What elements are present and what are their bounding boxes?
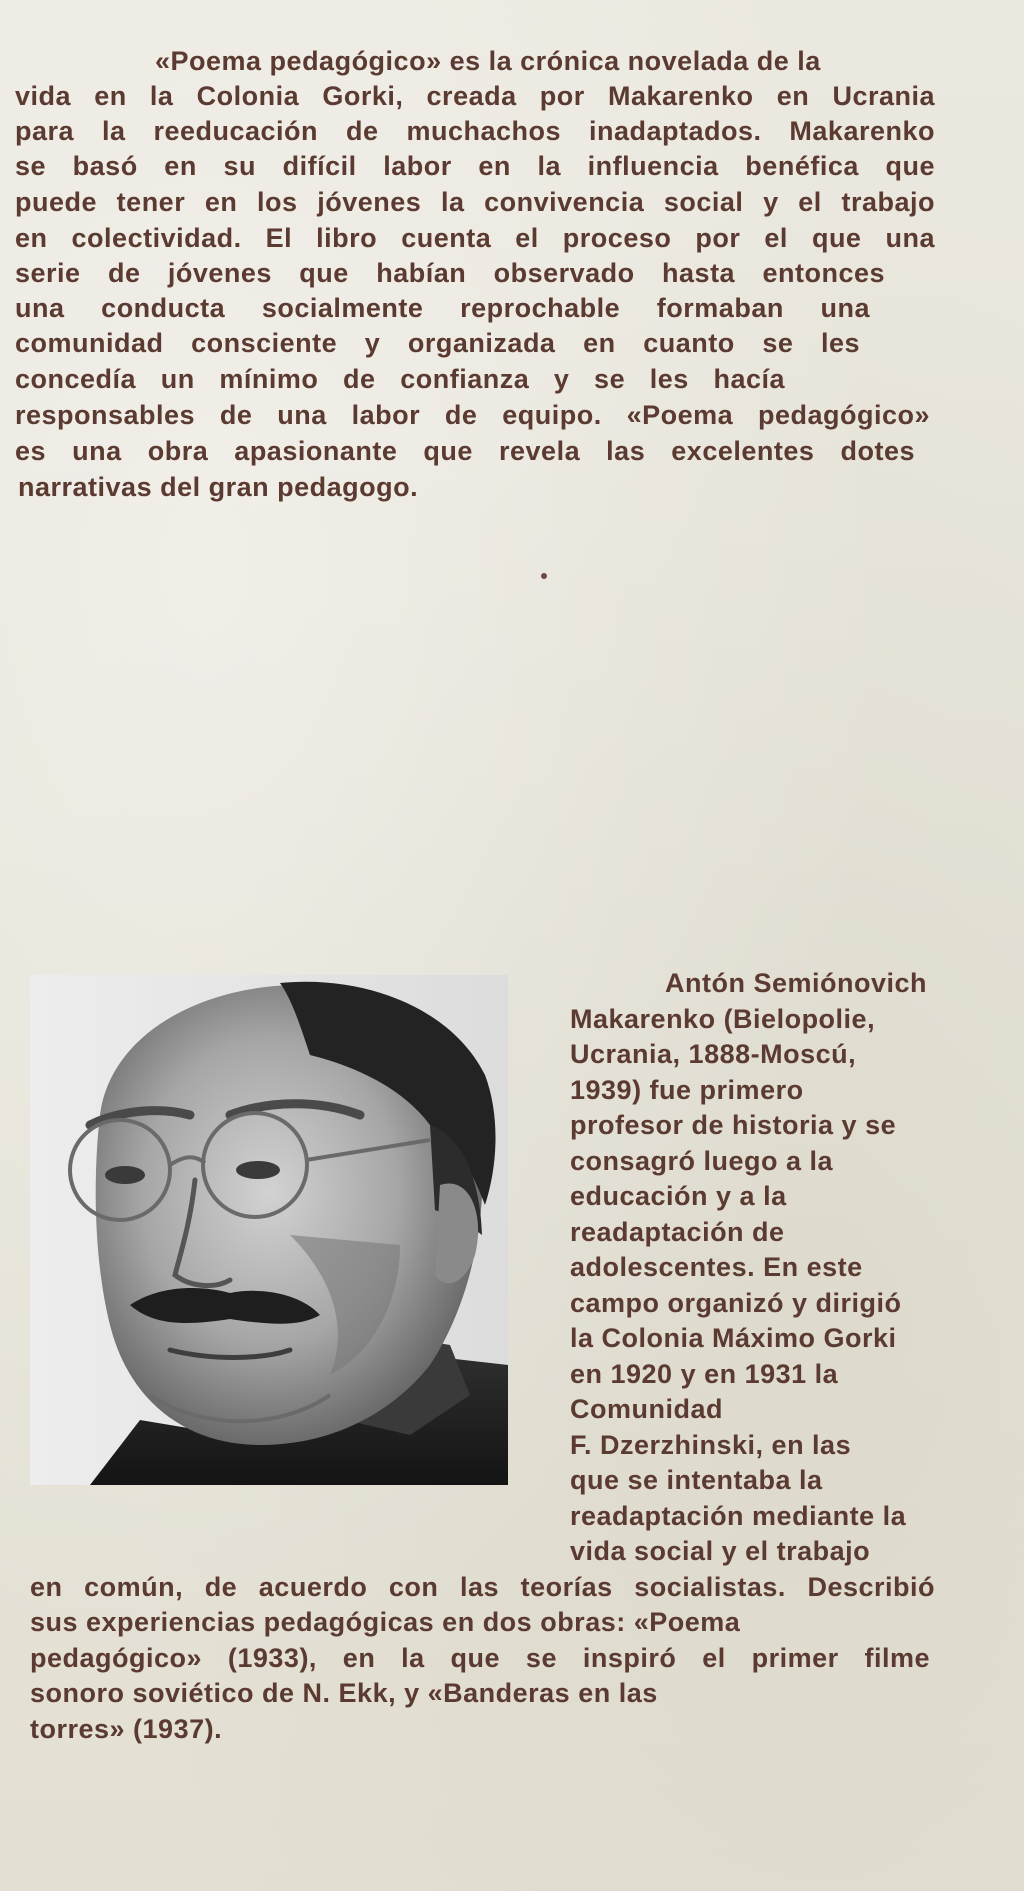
bio-line: pedagógico» (1933), en la que se inspiró el primer filme: [30, 1643, 930, 1673]
bio-line: 1939) fue primero: [570, 1075, 804, 1105]
bio-line: que se intentaba la: [570, 1465, 823, 1495]
intro-line: serie de jóvenes que habían observado hasta entonces: [15, 258, 885, 288]
bio-line: adolescentes. En este: [570, 1252, 863, 1282]
bio-line: en 1920 y en 1931 la: [570, 1359, 839, 1389]
bio-line: F. Dzerzhinski, en las: [570, 1430, 852, 1460]
author-portrait-drawing: [30, 975, 508, 1485]
author-portrait: [30, 975, 508, 1485]
intro-line: para la reeducación de muchachos inadaptados. Makarenko: [15, 116, 935, 146]
intro-line: una conducta socialmente reprochable formaban una: [15, 293, 870, 323]
intro-line: responsables de una labor de equipo. «Poema pedagógico»: [15, 400, 930, 430]
decorative-dot: [541, 573, 547, 579]
bio-line: en común, de acuerdo con las teorías socialistas. Describió: [30, 1572, 935, 1602]
intro-line: vida en la Colonia Gorki, creada por Makarenko en Ucrania: [15, 81, 935, 111]
intro-line: en colectividad. El libro cuenta el proceso por el que una: [15, 223, 935, 253]
bio-line: Comunidad: [570, 1394, 723, 1424]
bio-line: readaptación mediante la: [570, 1501, 907, 1531]
bio-line: readaptación de: [570, 1217, 785, 1247]
bio-line: Antón Semiónovich: [665, 968, 928, 998]
bio-line: la Colonia Máximo Gorki: [570, 1323, 897, 1353]
intro-line: es una obra apasionante que revela las excelentes dotes: [15, 436, 915, 466]
bio-line: consagró luego a la: [570, 1146, 834, 1176]
bio-line: torres» (1937).: [30, 1714, 223, 1744]
intro-line: comunidad consciente y organizada en cuanto se les: [15, 328, 860, 358]
bio-line: sus experiencias pedagógicas en dos obras: «Poema: [30, 1607, 741, 1637]
bio-line: sonoro soviético de N. Ekk, y «Banderas en las: [30, 1678, 658, 1708]
bio-line: Makarenko (Bielopolie,: [570, 1004, 876, 1034]
bio-line: educación y a la: [570, 1181, 787, 1211]
intro-line: «Poema pedagógico» es la crónica novelada de la: [155, 46, 821, 76]
intro-line: narrativas del gran pedagogo.: [18, 472, 419, 502]
bio-line: vida social y el trabajo: [570, 1536, 871, 1566]
intro-line: puede tener en los jóvenes la convivencia social y el trabajo: [15, 187, 935, 217]
bio-line: profesor de historia y se: [570, 1110, 897, 1140]
bio-line: campo organizó y dirigió: [570, 1288, 902, 1318]
intro-line: se basó en su difícil labor en la influencia benéfica que: [15, 151, 935, 181]
bio-line: Ucrania, 1888-Moscú,: [570, 1039, 857, 1069]
intro-line: concedía un mínimo de confianza y se les hacía: [15, 364, 785, 394]
